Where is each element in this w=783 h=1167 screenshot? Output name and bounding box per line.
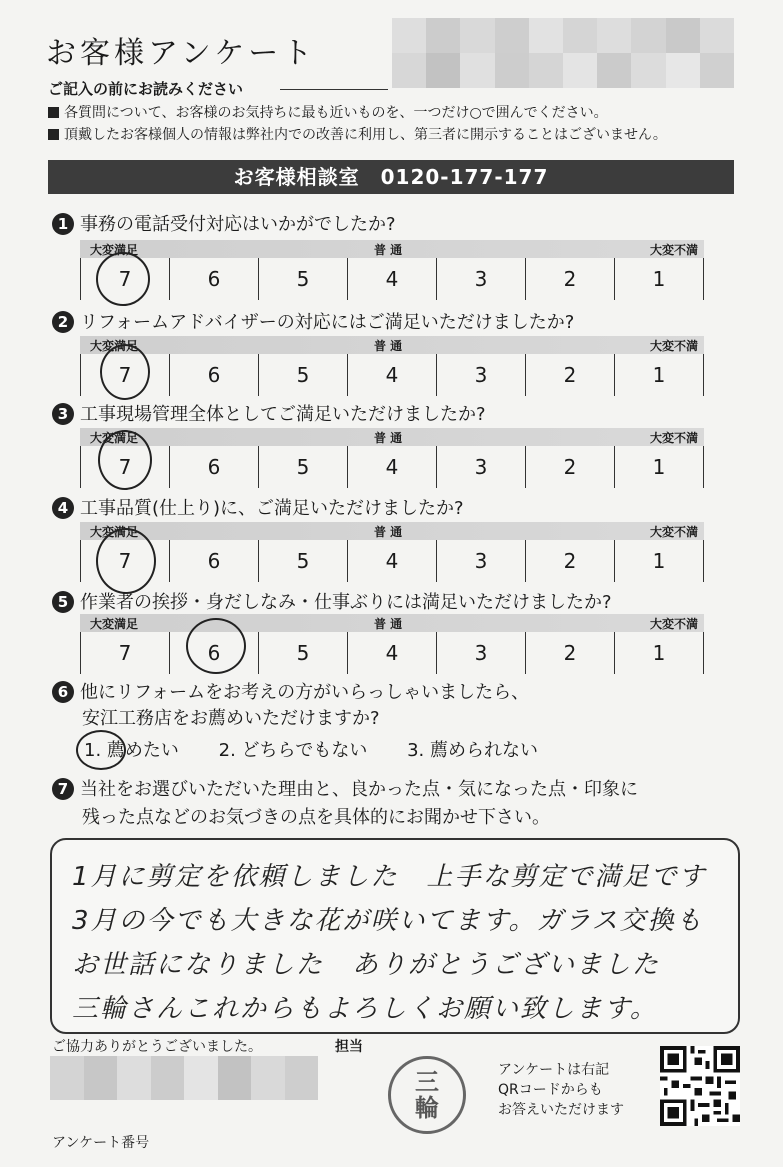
page-title: お客様アンケート [46,36,317,71]
rating-option-6[interactable]: 6 [169,354,258,396]
label-very-dissatisfied: 大変不満 [649,525,698,539]
label-very-satisfied: 大変満足 [90,525,139,539]
rating-option-6[interactable]: 6 [169,540,258,582]
note-2: 頂戴したお客様個人の情報は弊社内での改善に利用し、第三者に開示することはございません。 [48,124,667,144]
rating-option-5[interactable]: 5 [258,258,347,300]
rating-option-7[interactable]: 7 [80,354,169,396]
rating-option-2[interactable]: 2 [525,446,614,488]
answer-circle-q5 [186,618,246,674]
rating-option-4[interactable]: 4 [347,354,436,396]
label-neutral: 普 通 [374,431,403,445]
question-2 [52,308,574,334]
handwritten-line: 3月の今でも大きな花が咲いてます。ガラス交換も [72,906,704,936]
handwritten-line: 1月に剪定を依頼しました 上手な剪定で満足です [72,862,707,892]
label-neutral: 普 通 [374,525,403,539]
label-very-dissatisfied: 大変不満 [649,617,698,631]
question-text-line1: 他にリフォームをお考えの方がいらっしゃいましたら、 [80,682,530,703]
rating-option-4[interactable]: 4 [347,540,436,582]
label-very-satisfied: 大変満足 [90,243,139,257]
consult-phone-bar: お客様相談室 0120-177-177 [48,160,734,194]
question-text-line1: 当社をお選びいただいた理由と、良かった点・気になった点・印象に [80,779,638,800]
question-text: 工事品質(仕上り)に、ご満足いただけましたか? [80,498,464,519]
rating-option-4[interactable]: 4 [347,258,436,300]
label-very-dissatisfied: 大変不満 [649,243,698,257]
rating-option-3[interactable]: 3 [436,446,525,488]
rating-option-3[interactable]: 3 [436,632,525,674]
question-text: 工事現場管理全体としてご満足いただけましたか? [80,404,486,425]
option-neutral[interactable]: 2. どちらでもない [218,740,368,761]
question-number: 4 [52,497,74,519]
question-number: 6 [52,681,74,703]
question-number: 1 [52,213,74,235]
question-text: 作業者の挨拶・身だしなみ・仕事ぶりには満足いただけましたか? [80,592,612,613]
rating-option-1[interactable]: 1 [614,632,704,674]
rating-option-2[interactable]: 2 [525,258,614,300]
rating-scale-4 [80,522,704,582]
survey-number-label: アンケート番号 [52,1135,150,1151]
rating-option-5[interactable]: 5 [258,540,347,582]
rating-option-3[interactable]: 3 [436,354,525,396]
rating-option-7[interactable]: 7 [80,632,169,674]
rating-option-7[interactable]: 7 [80,258,169,300]
rating-scale-2 [80,336,704,396]
question-5 [52,588,612,614]
note-1: 各質問について、お客様のお気持ちに最も近いものを、一つだけ○で囲んでください。 [48,102,608,122]
rating-option-5[interactable]: 5 [258,354,347,396]
rating-option-2[interactable]: 2 [525,540,614,582]
rating-option-2[interactable]: 2 [525,354,614,396]
answer-circle-q3 [98,430,152,490]
thanks-text: ご協力ありがとうございました。 [52,1039,262,1055]
answer-circle-q6 [76,730,126,770]
staff-label: 担当 [335,1039,363,1055]
rating-option-1[interactable]: 1 [614,540,704,582]
question-number: 7 [52,778,74,800]
answer-circle-q4 [96,528,156,594]
label-very-dissatisfied: 大変不満 [649,431,698,445]
rating-option-1[interactable]: 1 [614,446,704,488]
rating-option-6[interactable]: 6 [169,446,258,488]
qr-code-icon[interactable] [660,1046,740,1126]
label-neutral: 普 通 [374,243,403,257]
free-comment-box[interactable] [50,838,740,1034]
question-text-line2: 残った点などのお気づきの点を具体的にお聞かせ下さい。 [82,807,550,828]
handwritten-line: 三輪さんこれからもよろしくお願い致します。 [72,994,658,1024]
rating-option-2[interactable]: 2 [525,632,614,674]
question-text: リフォームアドバイザーの対応にはご満足いただけましたか? [80,312,575,333]
label-neutral: 普 通 [374,339,403,353]
rating-option-5[interactable]: 5 [258,446,347,488]
option-not-recommend[interactable]: 3. 薦められない [407,740,538,761]
handwritten-line: お世話になりました ありがとうございました [72,950,661,980]
label-very-satisfied: 大変満足 [90,339,139,353]
answer-circle-q2 [100,344,150,400]
question-text-line2: 安江工務店をお薦めいただけますか? [82,708,380,729]
rating-scale-1 [80,240,704,300]
q6-options [84,736,572,762]
option-recommend[interactable]: 1. 薦めたい [84,740,179,761]
rating-scale-5 [80,614,704,674]
question-number: 2 [52,311,74,333]
rating-option-4[interactable]: 4 [347,446,436,488]
question-text: 事務の電話受付対応はいかがでしたか? [80,214,396,235]
staff-seal-stamp: 三 輪 [388,1056,466,1134]
rating-option-5[interactable]: 5 [258,632,347,674]
question-1 [52,210,396,236]
rating-option-4[interactable]: 4 [347,632,436,674]
question-6 [52,680,529,732]
rating-option-1[interactable]: 1 [614,354,704,396]
redacted-survey-number [50,1056,318,1100]
question-7 [52,776,638,832]
redacted-customer-info [392,18,734,88]
label-very-satisfied: 大変満足 [90,431,139,445]
label-neutral: 普 通 [374,617,403,631]
question-3 [52,400,486,426]
qr-instructions: アンケートは右記 QRコードからも お答えいただけます [498,1062,624,1118]
answer-circle-q1 [96,252,150,306]
rating-option-1[interactable]: 1 [614,258,704,300]
intro-heading: ご記入の前にお読みください [48,80,244,98]
intro-divider [280,89,388,90]
rating-option-7[interactable]: 7 [80,540,169,582]
question-number: 5 [52,591,74,613]
label-very-satisfied: 大変満足 [90,617,139,631]
rating-scale-3 [80,428,704,488]
rating-option-6[interactable]: 6 [169,632,258,674]
label-very-dissatisfied: 大変不満 [649,339,698,353]
bullet-square-icon [48,129,59,140]
rating-option-3[interactable]: 3 [436,540,525,582]
question-4 [52,494,464,520]
bullet-square-icon [48,107,59,118]
rating-option-6[interactable]: 6 [169,258,258,300]
question-number: 3 [52,403,74,425]
rating-option-3[interactable]: 3 [436,258,525,300]
rating-option-7[interactable]: 7 [80,446,169,488]
